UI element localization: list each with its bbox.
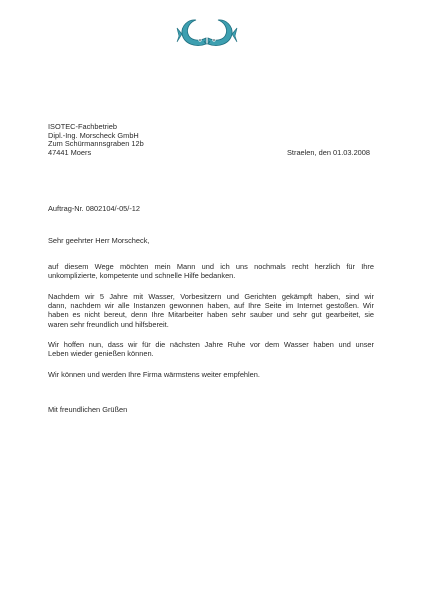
paragraph-line: dann, nachdem wir alle Instanzen gewonnen haben, auf Ihre Seite im Internet gestoßen. Wir [48,301,374,311]
order-reference: Auftrag-Nr. 0802104/-05/-12 [48,204,141,213]
sender-address [48,123,248,157]
date-line: Straelen, den 01.03.2008 [287,148,371,157]
two-fish-logo-icon [176,14,238,54]
paragraph-line: Wir können und werden Ihre Firma wärmstens weiter empfehlen. [48,370,260,379]
sender-line: ISOTEC-Fachbetrieb [48,122,118,131]
body-paragraph [48,262,374,280]
paragraph-line: Nachdem wir 5 Jahre mit Wasser, Vorbesitzern und Gerichten gekämpft haben, sind wir [48,292,374,301]
paragraph-line: haben es nicht bereut, denn Ihre Mitarbeiter haben sehr sauber und sehr gut gearbeitet, sie [48,310,374,320]
sender-line: Zum Schürmannsgraben 12b [48,139,144,149]
paragraph-line: Leben wieder genießen können. [48,349,154,359]
paragraph-line: Wir hoffen nun, dass wir für die nächsten Jahre Ruhe vor dem Wasser haben und unser [48,340,374,349]
paragraph-line: waren sehr freundlich und hilfsbereit. [48,319,169,329]
body-paragraph [48,340,374,358]
closing-line: Mit freundlichen Grüßen [48,405,128,414]
body-paragraph [48,370,374,379]
salutation: Sehr geehrter Herr Morscheck, [48,236,150,245]
paragraph-line: unkomplizierte, kompetente und schnelle Hilfe bedanken. [48,271,236,281]
body-paragraph [48,292,374,329]
sender-line: 47441 Moers [48,147,92,157]
paragraph-line: auf diesem Wege möchten mein Mann und ich uns nochmals recht herzlich für Ihre [48,262,374,271]
sender-line: Dipl.-Ing. Morscheck GmbH [48,130,139,140]
